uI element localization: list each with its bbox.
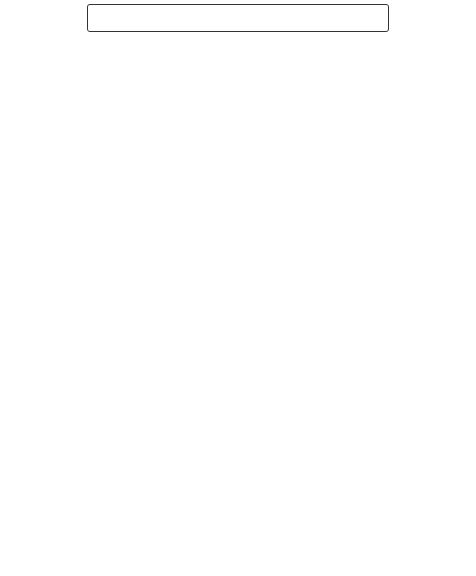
- notice-title: [87, 4, 389, 32]
- auction-notice: [6, 4, 470, 570]
